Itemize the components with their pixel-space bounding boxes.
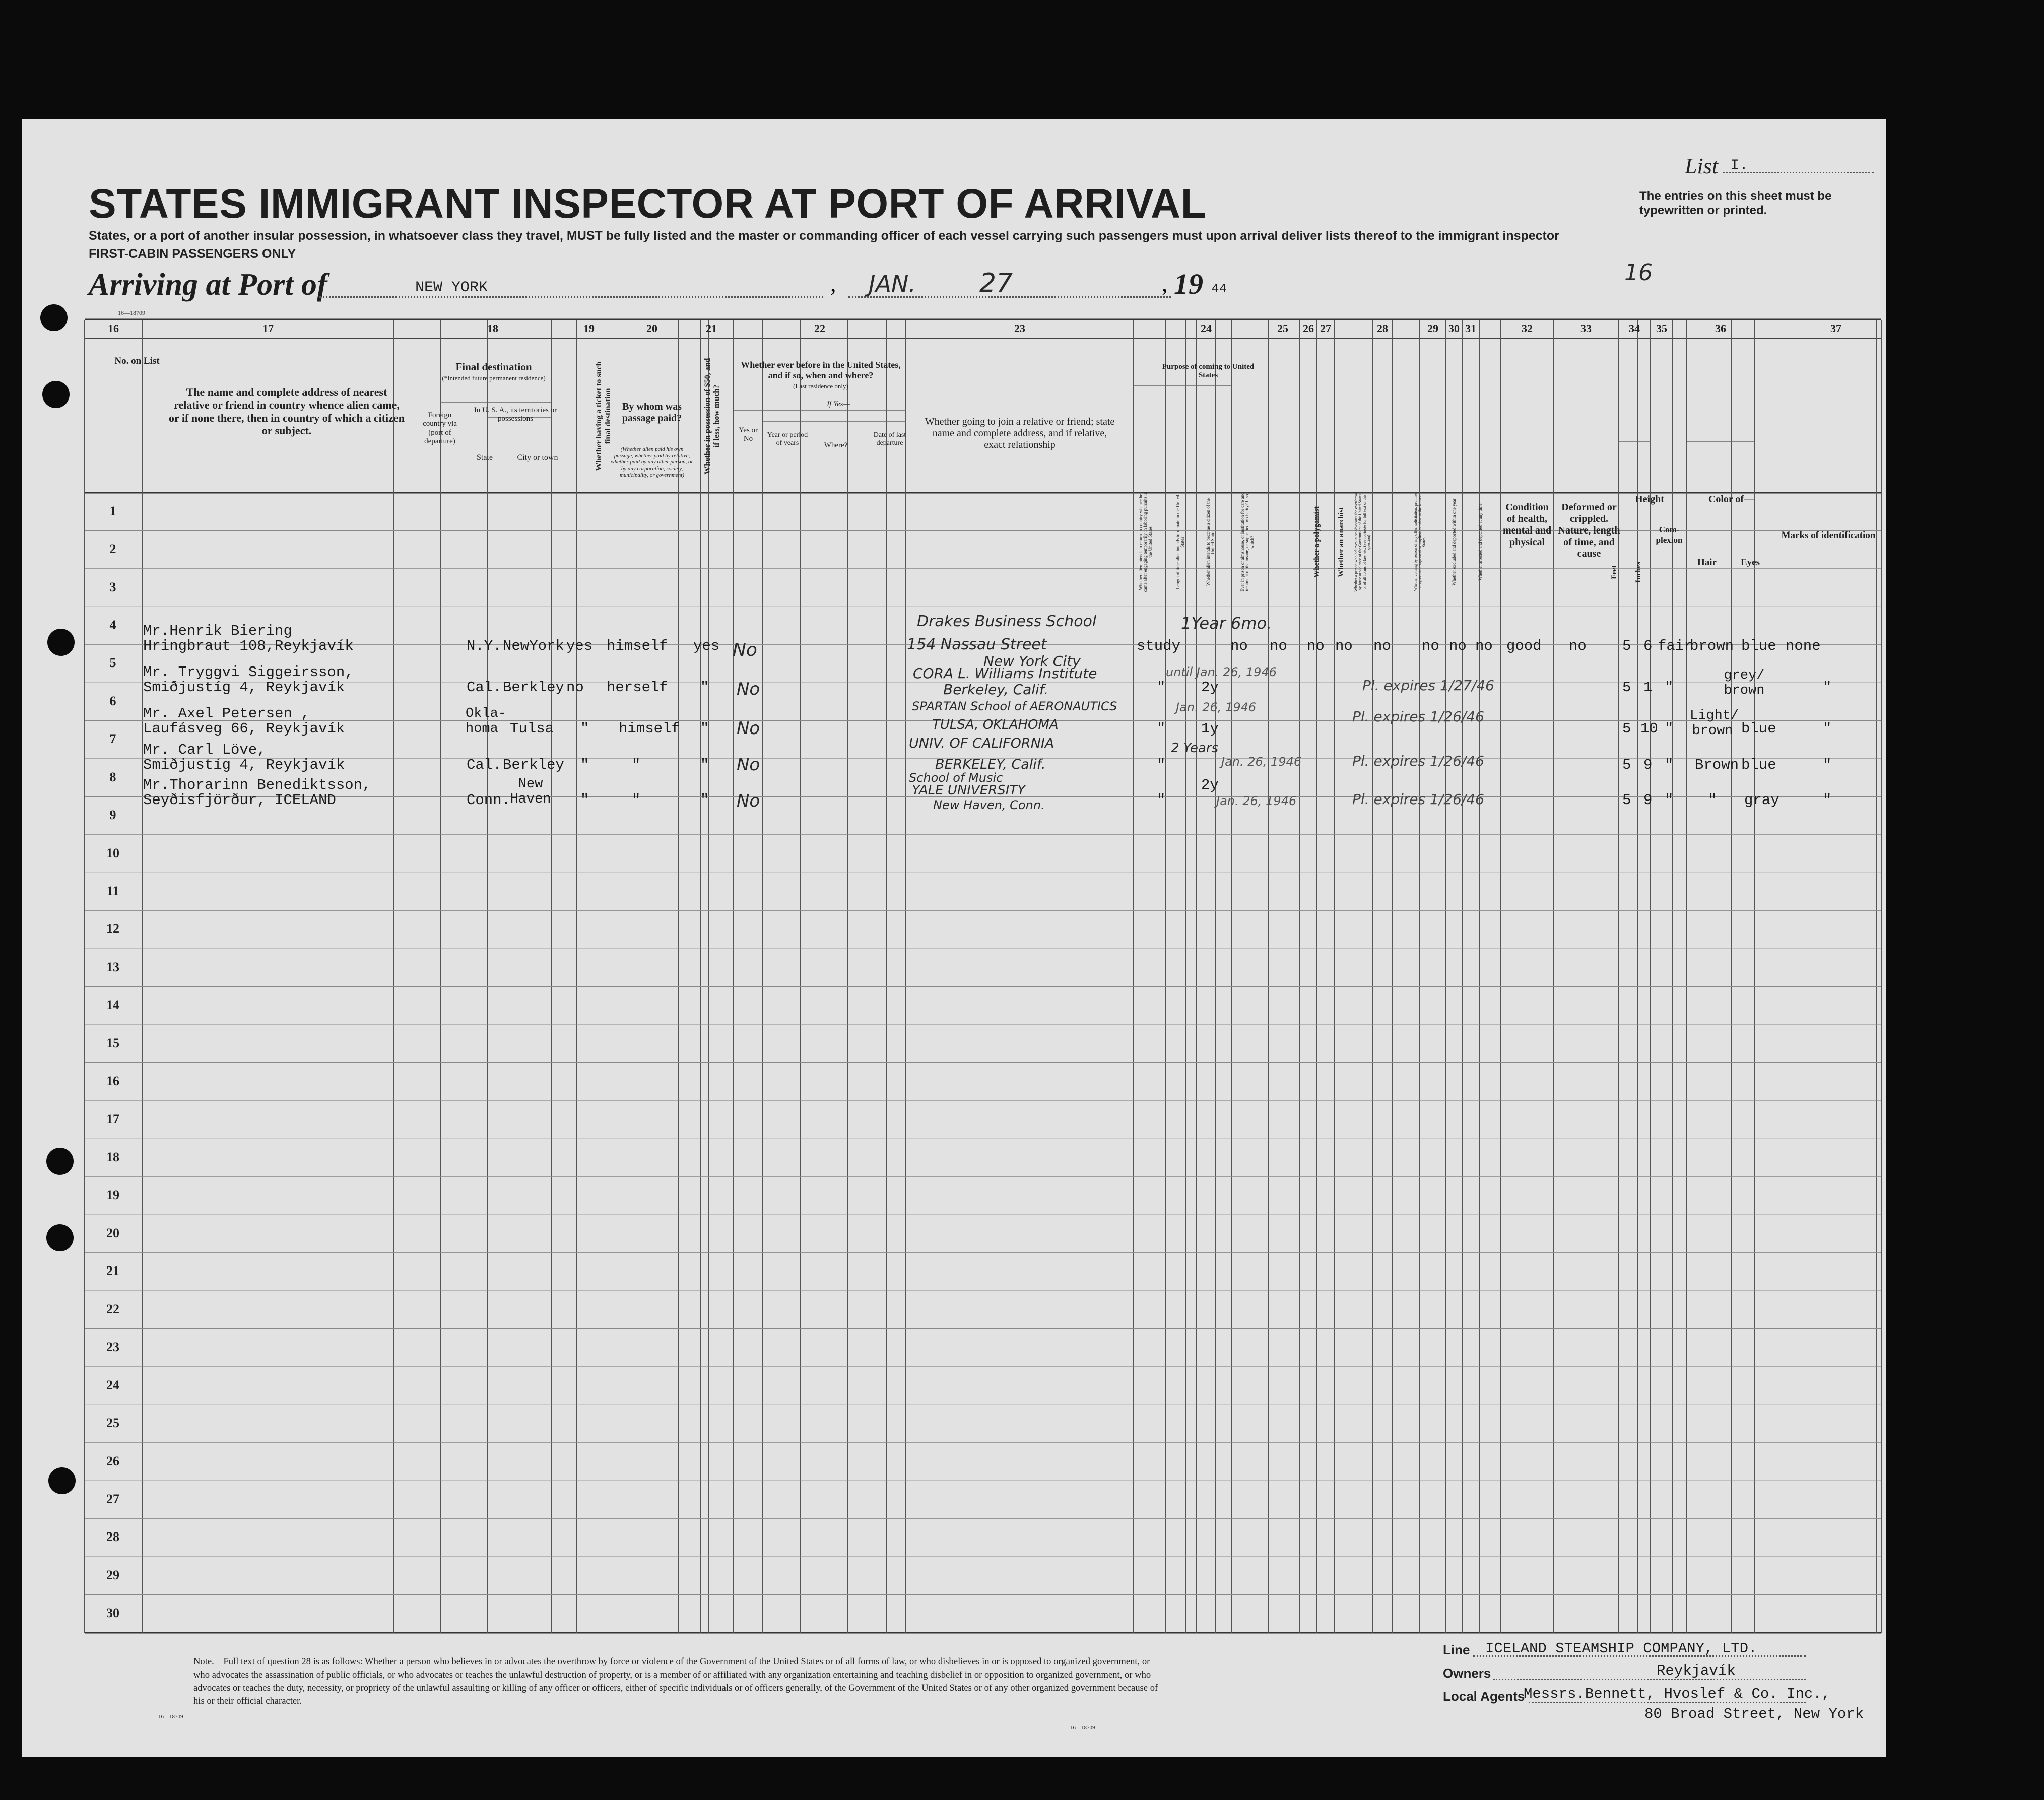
visa-note: until Jan. 26, 1946 (1166, 665, 1277, 679)
row-number: 21 (106, 1263, 119, 1279)
punch-hole (46, 1224, 74, 1251)
col36-hair: Hair (1697, 557, 1717, 568)
row-number: 30 (106, 1606, 119, 1621)
col36-header: Color of— (1708, 494, 1754, 505)
ticket: " (580, 792, 589, 809)
row-number: 17 (106, 1111, 119, 1126)
funds: " (700, 679, 709, 696)
visa-note: Jan. 26, 1946 (1221, 755, 1302, 769)
date-comma: , (1162, 271, 1168, 296)
agents-address: 80 Broad Street, New York (1644, 1706, 1864, 1722)
col16-header: No. on List (114, 356, 160, 366)
column-number: 17 (262, 322, 274, 335)
column-number: 20 (646, 322, 657, 335)
column-number: 31 (1465, 322, 1476, 335)
been-before: No (737, 791, 760, 811)
row-number: 9 (109, 808, 116, 823)
question-28: Pl. expires 1/26/46 (1352, 791, 1484, 808)
arriving-label: Arriving at Port of (89, 268, 327, 302)
row-number: 20 (106, 1225, 119, 1240)
state: Cal. (467, 757, 502, 773)
col24-a: Whether alien intends to return to country whence he came after engaging temporarily in laboring pursuits in the United States (1138, 492, 1153, 592)
marks: " (1823, 679, 1832, 696)
name-line1: Mr. Carl Löve, (143, 742, 266, 758)
eye-color: blue (1741, 638, 1776, 654)
citizen: no (1230, 638, 1248, 654)
col34-feet: Feet (1610, 565, 1618, 579)
col31-header: Whether arrested and deported at any time (1478, 503, 1483, 581)
punch-hole (48, 1467, 76, 1494)
name-line1: Mr.Thorarinn Benediktsson, (143, 777, 371, 793)
purpose: " (1157, 679, 1166, 696)
column-number: 24 (1201, 322, 1212, 335)
col19-header: Whether having a ticket to such final destination (595, 361, 613, 471)
col34-header: Height (1635, 494, 1664, 505)
manifest-sheet (22, 119, 1886, 1757)
complexion: " (1665, 720, 1674, 737)
column-number: 32 (1522, 322, 1533, 335)
row-number: 23 (106, 1340, 119, 1355)
name-line1: Mr. Axel Petersen , (143, 705, 310, 722)
length: 1Year 6mo. (1181, 614, 1272, 633)
column-number: 23 (1014, 322, 1025, 335)
form-number-footnote: 16—18709 (1070, 1725, 1095, 1731)
height-inches: 6 (1643, 638, 1653, 654)
col30-header: Whether excluded and deported within one year (1452, 498, 1457, 586)
been-before: No (737, 679, 760, 699)
column-number: 22 (814, 322, 825, 335)
port-underline (319, 296, 823, 298)
column-number: 28 (1377, 322, 1388, 335)
col22-ifyes: If Yes— (827, 400, 850, 408)
state: N.Y. (467, 638, 502, 654)
city: Tulsa (510, 720, 554, 737)
owners-value: Reykjavík (1657, 1662, 1736, 1679)
paid-by: " (632, 792, 641, 809)
name-line1: Mr.Henrik Biering (143, 623, 292, 639)
port-comma: , (830, 271, 836, 296)
paid-by: himself (607, 638, 668, 654)
join-line3: New York City (983, 653, 1081, 670)
been-before: No (733, 640, 757, 660)
row-number: 5 (109, 655, 116, 671)
height-feet: 5 (1622, 757, 1631, 773)
length: 2 Years (1171, 741, 1218, 756)
question-28: Pl. expires 1/27/46 (1362, 677, 1494, 694)
eye-color: blue (1741, 757, 1776, 773)
page-title: STATES IMMIGRANT INSPECTOR AT PORT OF ARRIVAL (89, 181, 1207, 227)
height-feet: 5 (1622, 638, 1631, 654)
class-line: FIRST-CABIN PASSENGERS ONLY (89, 247, 296, 261)
year-suffix: 44 (1211, 281, 1227, 296)
join-line3: New Haven, Conn. (933, 798, 1045, 812)
funds: " (700, 720, 709, 737)
name-line2: Laufásveg 66, Reykjavík (143, 720, 345, 737)
paid-by: herself (607, 679, 668, 696)
form-number-top: 16—18709 (118, 309, 145, 316)
footnote-q28: Note.—Full text of question 28 is as follows: Whether a person who believes in or advocates the overthrow by force or violence of the Government of the United States or of all forms of law, or who disbelieves in or is opposed to organized government, or who advocates the assassination of public officials, or who advocates or teaches the unlawful destruction of property, or is a member of or affiliated with any organization entertaining and teaching disbelief in or opposition to organized government, or who advocates or teaches the duty, necessity, or propriety of the unlawful assaulting or killing of any officer or officers, either of specific individuals or of officers generally, of the Government of the United States or of any other organized government because of his or their official character. (193, 1656, 1158, 1706)
col18-city: City or town (517, 453, 558, 462)
row-number: 12 (106, 921, 119, 937)
corner-mark: 16 (1624, 260, 1653, 286)
length: 2y (1201, 777, 1219, 793)
complexion: " (1665, 679, 1674, 696)
hair-color: Light/ brown (1690, 708, 1739, 739)
been-before: No (737, 755, 760, 775)
column-number: 25 (1277, 322, 1288, 335)
column-number: 18 (487, 322, 498, 335)
funds: yes (693, 638, 720, 654)
col22-note: (Last residence only) (793, 382, 848, 390)
row-number: 1 (109, 503, 116, 518)
purpose: " (1157, 792, 1166, 809)
row-number: 27 (106, 1491, 119, 1506)
hair-color: grey/ brown (1724, 668, 1765, 698)
question-30: no (1449, 638, 1467, 654)
name-line2: Hringbraut 108,Reykjavík (143, 638, 354, 654)
list-underline (1723, 172, 1874, 173)
complexion: " (1665, 792, 1674, 809)
col33-header: Deformed or crippled. Nature, length of time, and cause (1558, 502, 1620, 559)
row-number: 14 (106, 997, 119, 1013)
column-number: 37 (1830, 322, 1841, 335)
date-month: JAN. (869, 270, 916, 297)
list-label: List (1685, 154, 1719, 178)
marks: " (1823, 720, 1832, 737)
column-number: 34 (1629, 322, 1640, 335)
visa-note: Jan. 26, 1946 (1176, 700, 1257, 714)
column-number: 27 (1320, 322, 1331, 335)
column-number: 29 (1427, 322, 1438, 335)
col17-header: The name and complete address of nearest relative or friend in country whence alien came, or if none there, then in country of which a citizen or subject. (169, 386, 405, 437)
city: New Haven (510, 777, 551, 807)
row-number: 25 (106, 1416, 119, 1431)
length: 2y (1201, 679, 1219, 696)
question-29: no (1422, 638, 1439, 654)
funds: " (700, 792, 709, 809)
ticket: yes (566, 638, 593, 654)
punch-hole (42, 381, 70, 408)
owners-label: Owners (1443, 1665, 1491, 1681)
col22-date: Date of last departure (873, 431, 906, 447)
col36-eyes: Eyes (1741, 557, 1760, 568)
city: Berkley (503, 679, 564, 696)
column-number: 36 (1715, 322, 1726, 335)
row-number: 28 (106, 1529, 119, 1545)
question-31: no (1475, 638, 1493, 654)
ticket: no (566, 679, 584, 696)
height-inches: 1 (1643, 679, 1653, 696)
year-prefix: 19 (1174, 268, 1203, 300)
line-label: Line (1443, 1642, 1470, 1657)
marks: " (1823, 757, 1832, 773)
column-number: 35 (1656, 322, 1667, 335)
height-feet: 5 (1622, 792, 1631, 809)
column-number: 16 (108, 322, 119, 335)
column-number: 26 (1303, 322, 1314, 335)
col23-header: Whether going to join a relative or friend; state name and complete address, and if relative, exact relationship (925, 416, 1115, 450)
join-line2: YALE UNIVERSITY (912, 783, 1026, 798)
funds: " (700, 757, 709, 773)
complexion: fair (1658, 638, 1693, 654)
typewritten-note: The entries on this sheet must be typewritten or printed. (1639, 189, 1832, 217)
paid-by: " (632, 757, 641, 773)
question-28: no (1373, 638, 1391, 654)
name-line1: Mr. Tryggvi Siggeirsson, (143, 664, 354, 681)
col22-header: Whether ever before in the United States, and if so, when and where? (741, 360, 901, 380)
row-number: 18 (106, 1150, 119, 1165)
col20-note: (Whether alien paid his own passage, whether paid by relative, whether paid by any other person, or by any corporation, society, municipality, or government) (611, 446, 693, 478)
complexion: " (1665, 757, 1674, 773)
port-value: NEW YORK (415, 279, 488, 296)
col32-header: Condition of health, mental and physical (1502, 502, 1552, 548)
length: 1y (1201, 720, 1219, 737)
col21-header: Whether in possession of $50, and if less, how much? (703, 358, 721, 475)
col27-header: Whether an anarchist (1337, 507, 1345, 577)
row-number: 10 (106, 845, 119, 860)
city: NewYork (503, 638, 564, 654)
col29-header: Whether coming by reason of any offer, solicitation, promise or agreement, expressed or implied, to labor in the United States (1413, 493, 1426, 591)
name-line2: Smiðjustíg 4, Reykjavík (143, 757, 345, 773)
col22-where: Where? (824, 441, 848, 449)
state: Conn. (467, 792, 511, 809)
col35-header: Com-plexion (1656, 525, 1683, 545)
marks: none (1786, 638, 1821, 654)
col24-b: Length of time alien intends to remain in the United States (1175, 495, 1185, 589)
join-line1: School of Music (909, 771, 1003, 785)
col18-title: Final destination (455, 361, 532, 373)
height-inches: 9 (1643, 757, 1653, 773)
punch-hole (40, 304, 68, 331)
row-number: 26 (106, 1453, 119, 1469)
row-number: 11 (106, 884, 119, 899)
row-number: 13 (106, 959, 119, 974)
col34-inches: Inches (1634, 562, 1642, 583)
join-line1: CORA L. Williams Institute (913, 665, 1097, 682)
ticket: " (580, 720, 589, 737)
join-line2: BERKELEY, Calif. (935, 757, 1046, 772)
row-number: 3 (109, 579, 116, 594)
row-number: 8 (109, 769, 116, 784)
height-feet: 5 (1622, 679, 1631, 696)
col18-foreign: Foreign country via (port of departure) (423, 411, 457, 445)
health: good (1506, 638, 1542, 654)
question-28: Pl. expires 1/26/46 (1352, 753, 1484, 769)
visa-note: Jan. 26, 1946 (1216, 794, 1297, 808)
ticket: " (580, 757, 589, 773)
eye-color: blue (1741, 720, 1776, 737)
col24-header: Purpose of coming to United States (1162, 363, 1255, 380)
col18-note: (*Intended future permanent residence) (442, 374, 546, 382)
line-value: ICELAND STEAMSHIP COMPANY, LTD. (1485, 1640, 1757, 1657)
state: Cal. (467, 679, 502, 696)
marks: " (1823, 792, 1832, 809)
deformed: no (1569, 638, 1587, 654)
state: Okla-homa (466, 706, 507, 737)
row-number: 4 (109, 618, 116, 633)
purpose: study (1137, 638, 1181, 654)
col28-header: Whether a person who believes in or advocates the overthrow by force or violence of the Government of the United States or of all forms of law, etc. (See footnote for full text of this question) (1354, 492, 1371, 592)
row-number: 2 (109, 542, 116, 557)
table-grid (22, 119, 1886, 1757)
hair-color: Brown (1695, 757, 1739, 773)
prison: no (1270, 638, 1287, 654)
col24-c: Whether alien intends to become a citizen of the United States (1206, 498, 1216, 586)
been-before: No (737, 718, 760, 739)
column-number: 30 (1448, 322, 1460, 335)
eye-color: gray (1744, 792, 1779, 809)
col26-header: Whether a polygamist (1313, 506, 1321, 578)
purpose: " (1157, 757, 1166, 773)
row-number: 19 (106, 1187, 119, 1203)
row-number: 29 (106, 1567, 119, 1582)
row-number: 6 (109, 693, 116, 708)
join-line1: UNIV. OF CALIFORNIA (909, 736, 1054, 751)
form-number-bottom-left: 16—18709 (158, 1714, 183, 1720)
height-inches: 10 (1640, 720, 1658, 737)
col25-header: Ever in prison or almshouse, or institution for care and treatment of the insane, or supported by charity? If so, which? (1240, 492, 1255, 592)
row-number: 24 (106, 1377, 119, 1392)
purpose: " (1157, 720, 1166, 737)
row-number: 7 (109, 731, 116, 747)
height-inches: 9 (1643, 792, 1653, 809)
date-day: 27 (979, 268, 1013, 298)
subtitle: States, or a port of another insular possession, in whatsoever class they travel, MUST be fully listed and the master or commanding officer of each vessel carrying such passengers must upon arrival deliver lists thereof to the immigrant inspector (89, 229, 1559, 243)
city: Berkley (503, 757, 564, 773)
hair-color: brown (1690, 638, 1734, 654)
question-28: Pl. expires 1/26/46 (1352, 708, 1484, 725)
col18-usa: In U. S. A., its territories or possessions (474, 406, 557, 423)
col20-header: By whom was passage paid? (622, 401, 682, 424)
list-number: I. (1730, 157, 1749, 174)
paid-by: himself (619, 720, 680, 737)
column-number: 21 (706, 322, 717, 335)
join-line1: SPARTAN School of AERONAUTICS (912, 699, 1117, 713)
agents-value: Messrs.Bennett, Hvoslef & Co. Inc., (1524, 1686, 1831, 1702)
col22-yesno: Yes or No (738, 426, 758, 443)
row-number: 16 (106, 1074, 119, 1089)
col22-year: Year or period of years (767, 431, 808, 447)
punch-hole (46, 1148, 74, 1175)
owners-underline (1493, 1679, 1806, 1680)
join-line2: 154 Nassau Street (907, 636, 1047, 653)
punch-hole (47, 629, 75, 656)
col18-state: State (477, 453, 493, 462)
column-number: 33 (1580, 322, 1592, 335)
column-number: 19 (583, 322, 595, 335)
join-line2: Berkeley, Calif. (943, 681, 1049, 698)
agents-label: Local Agents (1443, 1689, 1525, 1704)
row-number: 15 (106, 1035, 119, 1050)
name-line2: Smiðjustíg 4, Reykjavík (143, 679, 345, 696)
join-line2: TULSA, OKLAHOMA (932, 717, 1059, 732)
col37-header: Marks of identification (1781, 530, 1876, 541)
join-line1: Drakes Business School (917, 613, 1097, 630)
hair-color: " (1708, 792, 1717, 809)
anarchist: no (1335, 638, 1353, 654)
height-feet: 5 (1622, 720, 1631, 737)
polygamist: no (1307, 638, 1325, 654)
name-line2: Seyðisfjörður, ICELAND (143, 792, 336, 809)
row-number: 22 (106, 1301, 119, 1316)
